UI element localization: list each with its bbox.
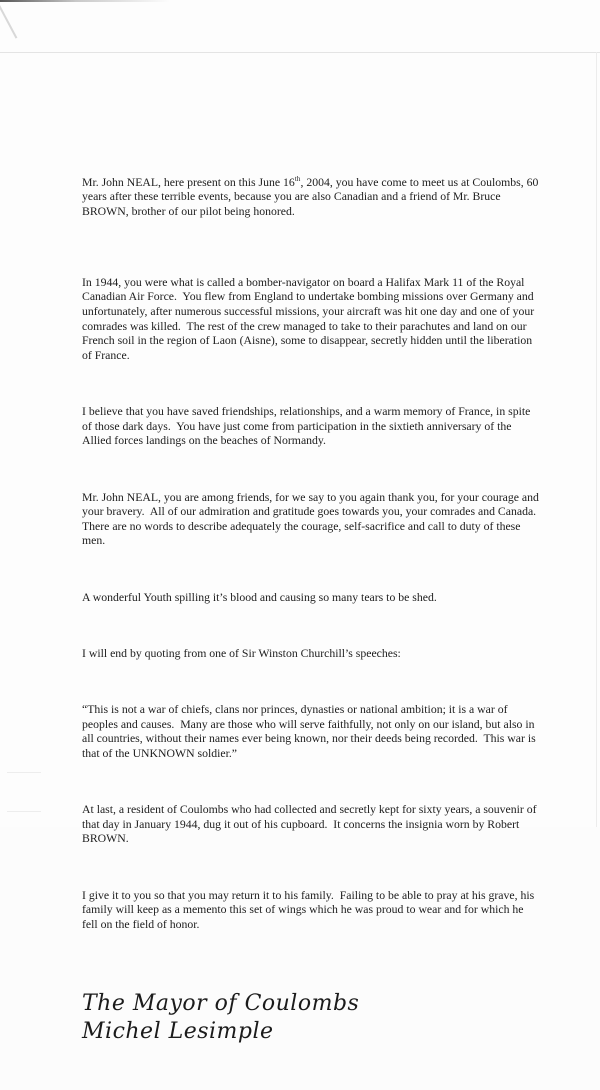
letter-paragraph-quote: “This is not a war of chiefs, clans nor princes, dynasties or national ambition; it is a war of peoples and causes. Many are those who will serve faithfully, not only on our island, but also in all countries, without their names ever being known, nor their deeds being recorded. This war is that of the UNKNOWN soldier.”: [82, 703, 539, 760]
signature-name-line: Michel Lesimple: [82, 1018, 274, 1044]
scan-artifact-bottom-left-mark: [7, 811, 41, 812]
letter-paragraph: At last, a resident of Coulombs who had collected and secretly kept for sixty years, a souvenir of that day in January 1944, dug it out of his cupboard. It concerns the insignia worn by Robert BROWN.: [82, 803, 540, 846]
letter-paragraph: I give it to you so that you may return it to his family. Failing to be able to pray at his grave, his family will keep as a memento this set of wings which he was proud to wear and for which he fell on the field of honor.: [82, 888, 538, 931]
superscript-ordinal: th: [294, 174, 301, 183]
letter-paragraph: In 1944, you were what is called a bomber-navigator on board a Halifax Mark 11 of the Royal Canadian Air Force. You flew from England to undertake bombing missions over Germany and unfortunately, after numerous successful missions, your aircraft was hit one day and one of your comrades was killed. The rest of the crew managed to take to their parachutes and land on our French soil in the region of Laon (Aisne), some to disappear, secretly hidden until the liberation of France.: [82, 275, 538, 362]
letter-paragraph: I will end by quoting from one of Sir Winston Churchill’s speeches:: [82, 646, 401, 660]
scan-artifact-diagonal-mark: [0, 5, 17, 38]
letter-paragraph-greeting: [82, 174, 542, 220]
letter-paragraph: Mr. John NEAL, you are among friends, for we say to you again thank you, for your courage and your bravery. All of our admiration and gratitude goes towards you, your comrades and Canada. There are no words to describe adequately the courage, self-sacrifice and call to duty of these men.: [82, 490, 542, 548]
letter-paragraph: I believe that you have saved friendships, relationships, and a warm memory of France, in spite of those dark days. You have just come from participation in the sixtieth anniversary of the Allied forces landings on the beaches of Normandy.: [82, 405, 534, 448]
scan-artifact-bottom-left-mark: [7, 772, 41, 773]
paragraph-text: Mr. John NEAL, here present on this June 16: [82, 175, 295, 189]
letter-paragraph: A wonderful Youth spilling it’s blood and causing so many tears to be shed.: [82, 590, 437, 604]
scan-artifact-right-edge-line: [596, 52, 597, 827]
scan-artifact-top-edge: [0, 0, 170, 2]
signature-role-line: The Mayor of Coulombs: [82, 990, 360, 1016]
signature-block: [82, 990, 539, 1046]
paragraph-text: , 2004, you have come to meet us at Coulombs, 60 years after these terrible events, because you are also Canadian and a friend of Mr. Bruce BROWN, brother of our pilot being honored.: [82, 175, 542, 218]
scan-artifact-horizontal-line: [0, 52, 600, 53]
letter-body: [82, 132, 542, 1090]
